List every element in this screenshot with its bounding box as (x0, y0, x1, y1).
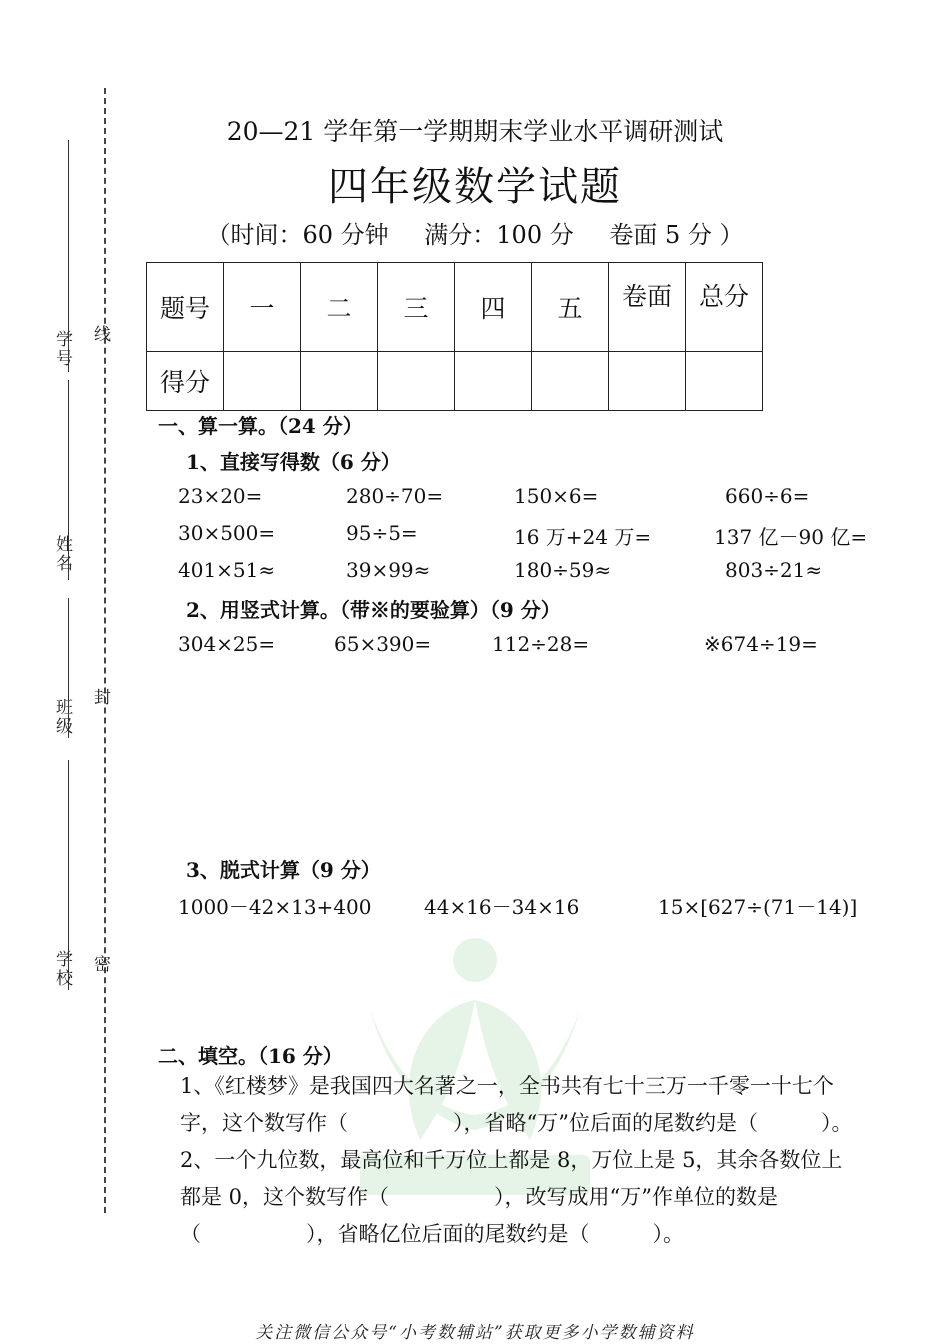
score-cell (686, 352, 763, 411)
score-cell (224, 352, 301, 411)
name-label: 姓名 (52, 535, 72, 573)
score-table-col: 四 (455, 263, 532, 352)
score-cell (378, 352, 455, 411)
seal-mark-line: 线 (90, 325, 110, 344)
name-blank (68, 380, 69, 580)
question: 150×6= (514, 484, 599, 508)
score-table (146, 262, 763, 411)
question: 280÷70= (346, 484, 444, 508)
score-cell (532, 352, 609, 411)
score-table-col: 总分 (686, 263, 763, 352)
part3-title: 3、脱式计算（9 分） (186, 858, 381, 882)
part2-title: 2、用竖式计算。（带※的要验算）（9 分） (186, 598, 561, 622)
question: ※674÷19= (704, 632, 818, 656)
section1-title: 一、算一算。（24 分） (158, 414, 363, 438)
section2-title: 二、填空。（16 分） (158, 1044, 343, 1068)
question: 660÷6= (725, 484, 810, 508)
question: 65×390= (334, 632, 432, 656)
question: 30×500= (178, 521, 276, 545)
score-cell (455, 352, 532, 411)
question: 95÷5= (346, 521, 418, 545)
question: 16 万+24 万= (514, 525, 652, 549)
question: 1000－42×13+400 (178, 895, 372, 919)
seal-mark-secret: 密 (90, 955, 110, 974)
seal-mark-seal: 封 (90, 688, 110, 707)
exam-subtitle: 20—21 学年第一学期期末学业水平调研测试 (226, 117, 724, 146)
school-label: 学校 (52, 950, 72, 988)
fill-q2-line2: 都是 0，这个数写作（ ），改写成用“万”作单位的数是 (180, 1185, 779, 1209)
student-id-label: 学号 (52, 330, 72, 368)
fill-q1-line1: 1、《红楼梦》是我国四大名著之一，全书共有七十三万一千零一十七个 (180, 1074, 834, 1098)
binding-dashed-line (104, 88, 106, 1213)
score-cell (609, 352, 686, 411)
class-blank (68, 598, 69, 738)
exam-title: 四年级数学试题 (328, 164, 622, 210)
question: 15×[627÷(71－14)] (658, 895, 858, 919)
exam-full-score: 满分：100 分 (424, 221, 574, 249)
exam-paper-score: 卷面 5 分 ） (609, 221, 744, 249)
score-table-col: 卷面 (609, 263, 686, 352)
fill-q2-line1: 2、一个九位数，最高位和千万位上都是 8，万位上是 5，其余各数位上 (180, 1148, 843, 1172)
question: 304×25= (178, 632, 276, 656)
score-table-row-label: 得分 (147, 352, 224, 411)
exam-time: （时间：60 分钟 (206, 221, 389, 249)
score-table-col: 一 (224, 263, 301, 352)
question: 112÷28= (492, 632, 590, 656)
footer-note: 关注微信公众号“小考数辅站”获取更多小学数辅资料 (255, 1323, 695, 1343)
question: 401×51≈ (178, 558, 276, 582)
school-blank (68, 760, 69, 990)
question: 44×16－34×16 (424, 895, 580, 919)
score-table-row-label: 题号 (147, 263, 224, 352)
part1-title: 1、直接写得数（6 分） (186, 450, 401, 474)
fill-q2-line3: （ ），省略亿位后面的尾数约是（ ）。 (180, 1222, 684, 1246)
score-table-col: 二 (301, 263, 378, 352)
question: 39×99≈ (346, 558, 431, 582)
score-table-col: 三 (378, 263, 455, 352)
class-label: 班级 (52, 698, 72, 736)
fill-q1-line2: 字，这个数写作（ ），省略“万”位后面的尾数约是（ ）。 (180, 1111, 853, 1135)
question: 803÷21≈ (725, 558, 823, 582)
score-cell (301, 352, 378, 411)
exam-info (0, 215, 950, 250)
question: 180÷59≈ (514, 558, 612, 582)
question: 23×20= (178, 484, 263, 508)
question: 137 亿－90 亿= (714, 525, 868, 549)
score-table-col: 五 (532, 263, 609, 352)
